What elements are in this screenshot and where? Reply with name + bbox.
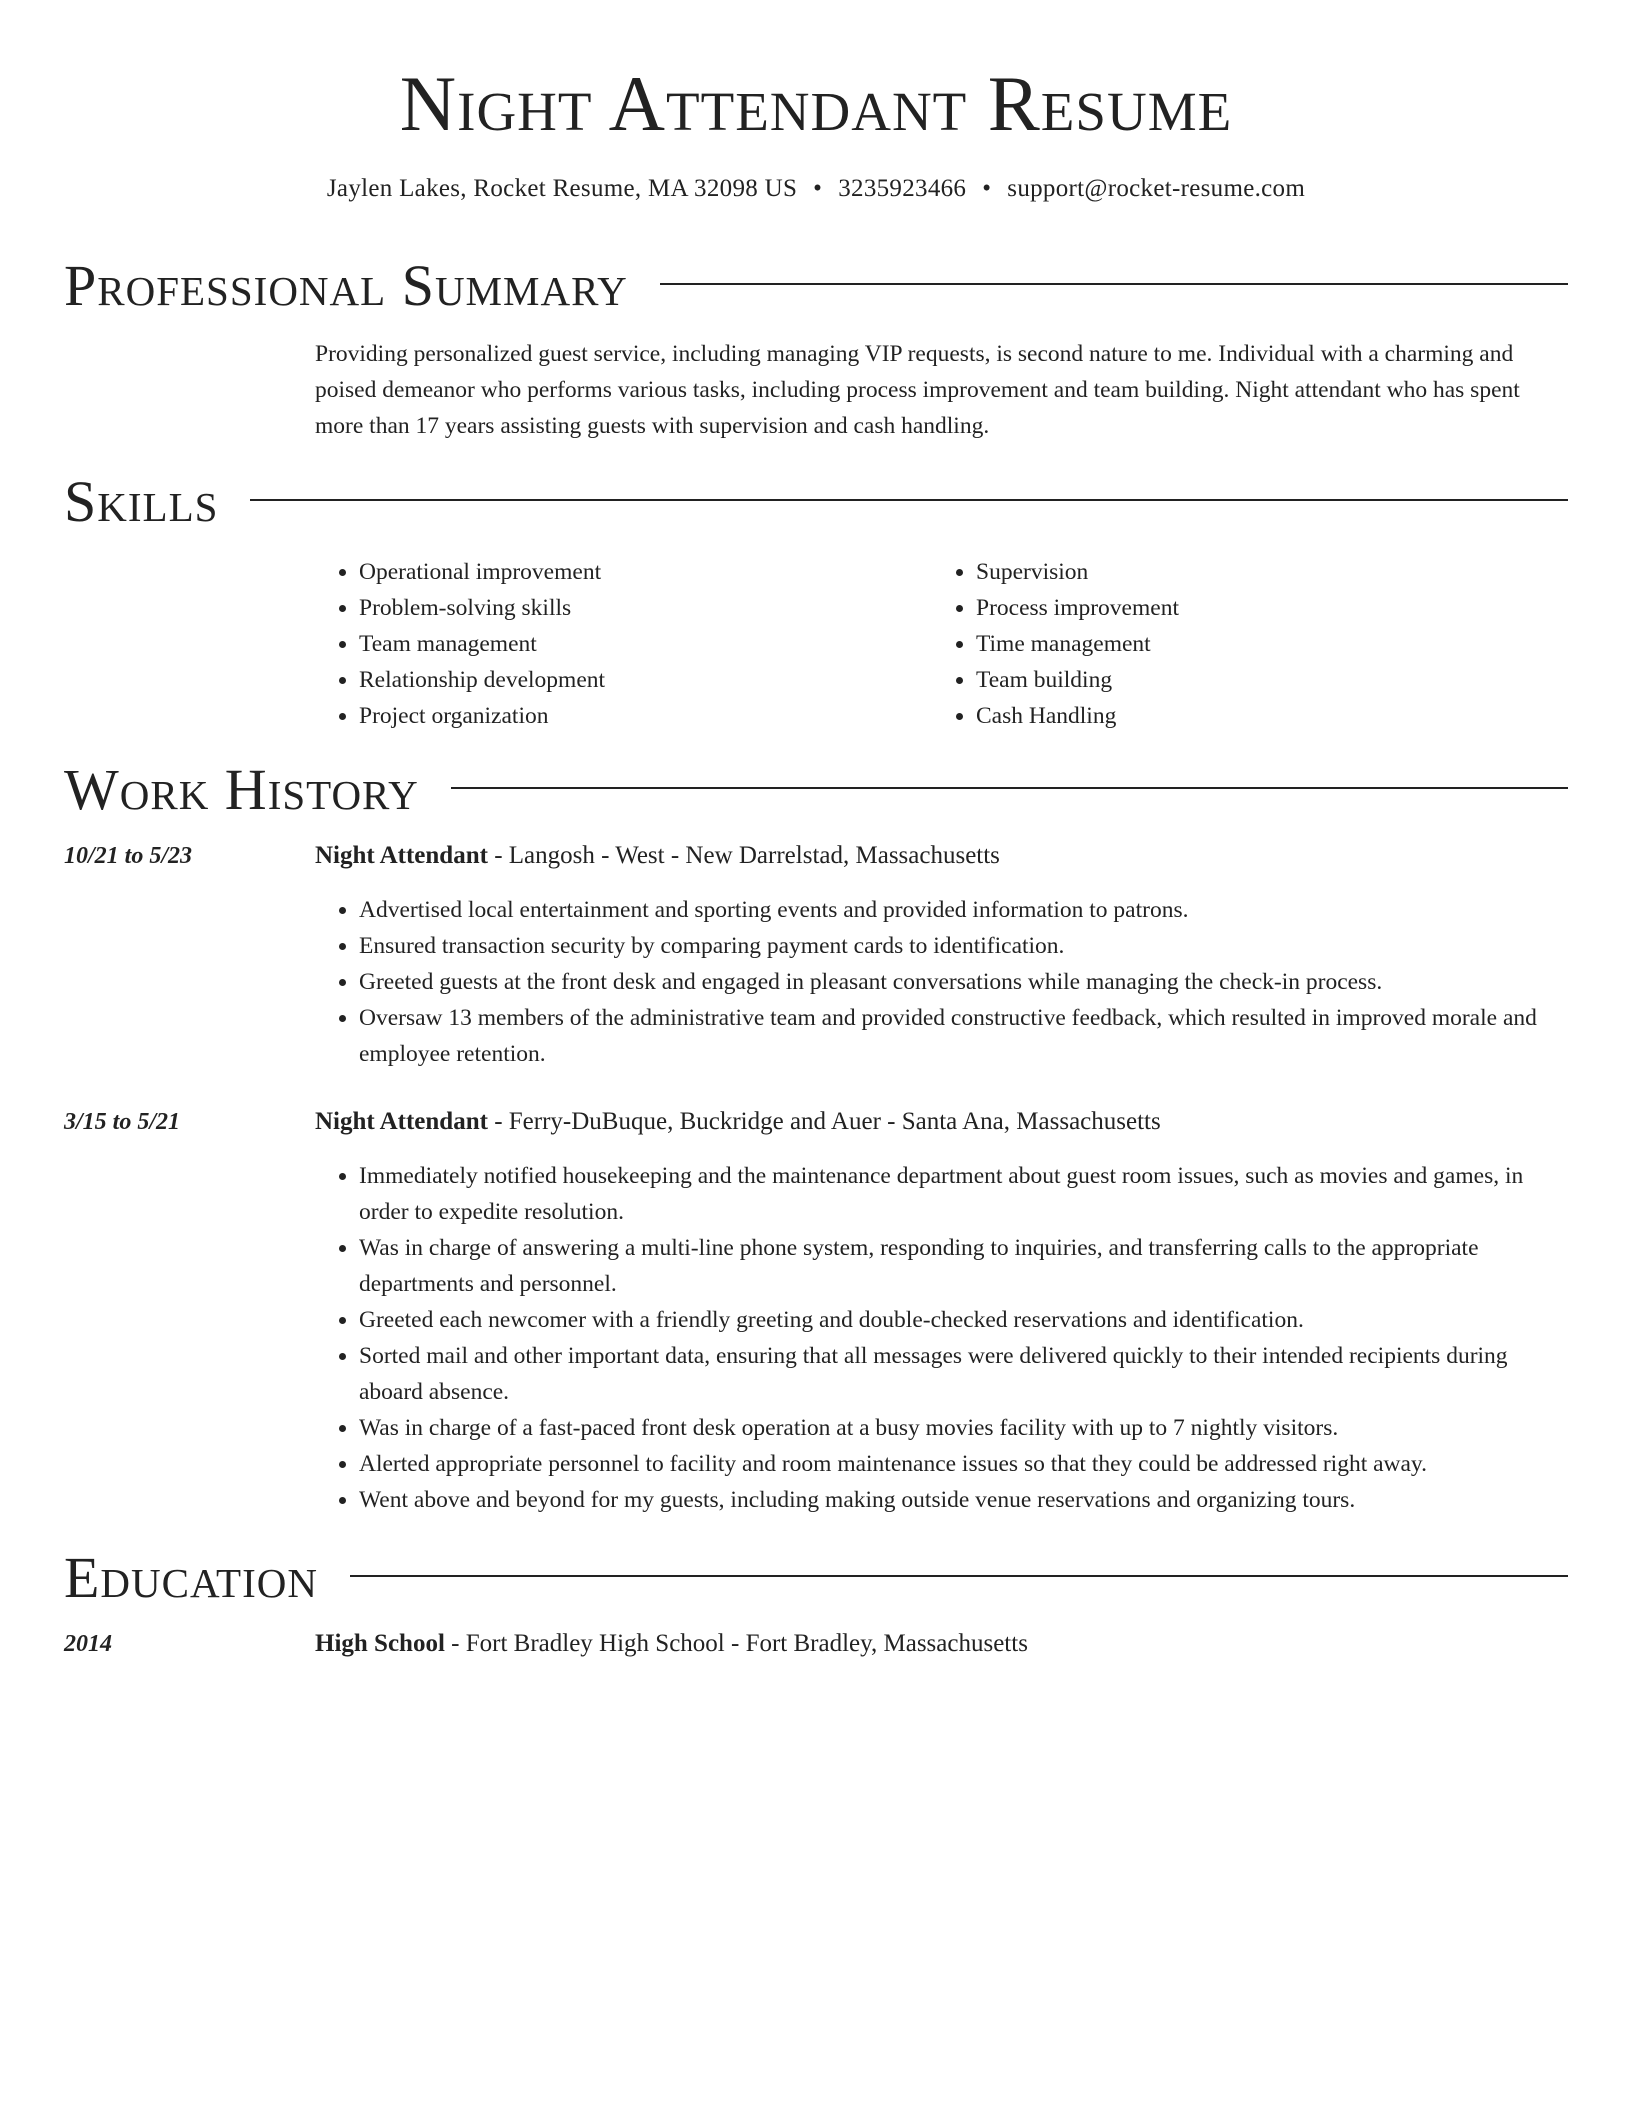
job-bullet: • Greeted guests at the front desk and engaged in pleasant conversations while managing the check-in process. — [359, 964, 1568, 1000]
job-details: - Ferry-DuBuque, Buckridge and Auer - Santa Ana, Massachusetts — [487, 1108, 1161, 1135]
job-header — [315, 1104, 1568, 1140]
skills-column-left — [315, 554, 932, 734]
education-header — [315, 1626, 1568, 1662]
skills-section-header — [64, 470, 1568, 534]
resume-title: Night Attendant Resume — [399, 60, 1233, 147]
job-bullets — [315, 1158, 1568, 1518]
education-section-header — [64, 1546, 1568, 1610]
education-year: 2014 — [64, 1631, 112, 1657]
job-header — [315, 838, 1568, 874]
job-role: Night Attendant — [315, 1108, 488, 1135]
job-bullet: • Advertised local entertainment and sporting events and provided information to patrons. — [359, 892, 1568, 928]
section-divider — [451, 787, 1568, 789]
skill-item: • Cash Handling — [976, 698, 1549, 734]
contact-phone: 3235923466 — [838, 175, 967, 202]
skill-item: • Team building — [976, 662, 1549, 698]
contact-separator: • — [982, 175, 992, 202]
job-dates: 3/15 to 5/21 — [64, 1109, 181, 1135]
contact-line — [64, 172, 1568, 206]
section-divider — [250, 499, 1568, 501]
skills-column-right — [932, 554, 1549, 734]
job-details: - Langosh - West - New Darrelstad, Massachusetts — [487, 842, 1000, 869]
contact-address: Jaylen Lakes, Rocket Resume, MA 32098 US — [326, 175, 798, 202]
job-bullet: • Went above and beyond for my guests, including making outside venue reservations and organizing tours. — [359, 1482, 1568, 1518]
contact-separator: • — [813, 175, 823, 202]
job-bullet: • Oversaw 13 members of the administrative team and provided constructive feedback, which resulted in improved morale and employee retention. — [359, 1000, 1568, 1072]
job-bullet: • Was in charge of answering a multi-line phone system, responding to inquiries, and transferring calls to the appropriate departments and personnel. — [359, 1230, 1568, 1302]
skill-item: • Time management — [976, 626, 1549, 662]
job-bullet: • Sorted mail and other important data, ensuring that all messages were delivered quickly to their intended recipients during aboard absence. — [359, 1338, 1568, 1410]
education-heading: Education — [64, 1545, 318, 1610]
contact-email: support@rocket-resume.com — [1007, 175, 1306, 202]
skill-item: • Supervision — [976, 554, 1549, 590]
skill-item: • Team management — [359, 626, 932, 662]
education-details: - Fort Bradley High School - Fort Bradley, Massachusetts — [444, 1630, 1028, 1657]
resume-page — [64, 0, 1568, 1657]
skill-item: • Relationship development — [359, 662, 932, 698]
skill-item: • Project organization — [359, 698, 932, 734]
work-section-header — [64, 758, 1568, 822]
job-dates: 10/21 to 5/23 — [64, 843, 193, 869]
skills-list — [315, 554, 1568, 734]
job-bullet: • Greeted each newcomer with a friendly greeting and double-checked reservations and identification. — [359, 1302, 1568, 1338]
section-divider — [350, 1575, 1568, 1577]
job-bullet: • Ensured transaction security by comparing payment cards to identification. — [359, 928, 1568, 964]
skill-item: • Operational improvement — [359, 554, 932, 590]
summary-heading: Professional Summary — [64, 253, 628, 318]
job-bullet: • Was in charge of a fast-paced front desk operation at a busy movies facility with up to 7 nightly visitors. — [359, 1410, 1568, 1446]
skill-item: • Process improvement — [976, 590, 1549, 626]
skill-item: • Problem-solving skills — [359, 590, 932, 626]
skills-heading: Skills — [64, 469, 219, 534]
summary-section-header — [64, 254, 1568, 318]
job-bullets — [315, 892, 1568, 1072]
job-role: Night Attendant — [315, 842, 488, 869]
work-heading: Work History — [64, 757, 419, 822]
job-bullet: • Alerted appropriate personnel to facility and room maintenance issues so that they could be addressed right away. — [359, 1446, 1568, 1482]
job-bullet: • Immediately notified housekeeping and the maintenance department about guest room issues, such as movies and games, in order to expedite resolution. — [359, 1158, 1568, 1230]
summary-text: Providing personalized guest service, including managing VIP requests, is second nature to me. Individual with a charming and poised demeanor who performs various tasks, including process improvement and team building. Night attendant who has spent more than 17 years assisting guests with supervision and cash handling. — [315, 341, 1520, 439]
section-divider — [660, 283, 1568, 285]
education-degree: High School — [315, 1630, 445, 1657]
